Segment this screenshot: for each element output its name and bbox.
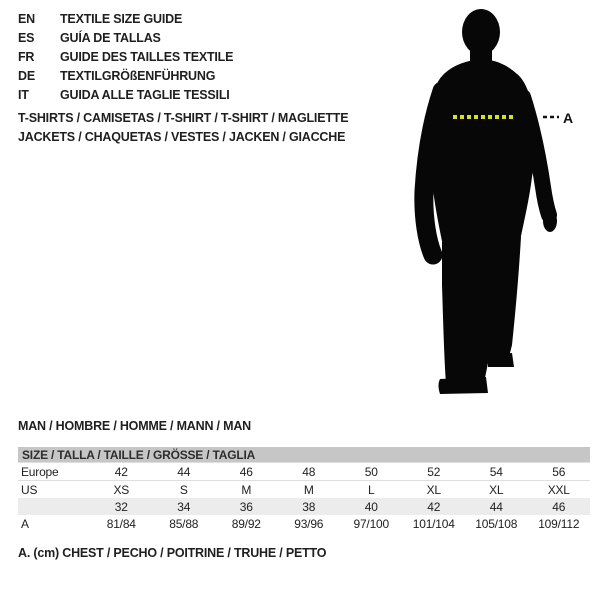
cell: XXL [528,481,591,499]
cell: 32 [90,498,153,515]
cell: 89/92 [231,516,261,531]
silhouette-front-foot [439,377,489,394]
language-title: GUIDE DES TAILLES TEXTILE [60,50,234,64]
cell: XL [465,481,528,499]
language-title: TEXTILGRÖßENFÜHRUNG [60,69,216,83]
cell: M [278,481,341,499]
language-row-en [18,10,233,29]
cell: 50 [340,463,403,481]
language-code: ES [18,31,35,45]
cell: 52 [403,463,466,481]
language-title: TEXTILE SIZE GUIDE [60,12,183,26]
cell: 48 [278,463,341,481]
language-code: DE [18,69,35,83]
category-titles [18,109,348,147]
silhouette-back-foot [488,353,514,367]
language-title: GUIDA ALLE TAGLIE TESSILI [60,88,230,102]
man-silhouette [400,5,585,405]
row-label: US [18,481,90,499]
size-table-header-row [18,447,590,463]
cell: M [215,481,278,499]
cell: L [340,481,403,499]
row-label: A [21,516,29,531]
cell: 46 [215,463,278,481]
cell: XL [403,481,466,499]
cell: 36 [215,498,278,515]
cell: 42 [90,463,153,481]
cell: 38 [278,498,341,515]
cell: S [153,481,216,499]
language-code: EN [18,12,35,26]
table-row-us [18,481,590,499]
cell: 54 [465,463,528,481]
language-row-it [18,86,233,105]
table-row-europe [18,463,590,481]
row-label: Europe [18,463,90,481]
cell: 85/88 [169,516,199,531]
size-table [18,447,590,532]
cell: 101/104 [412,516,455,531]
language-title: GUÍA DE TALLAS [60,31,161,45]
cell: 42 [403,498,466,515]
section-title-man: MAN / HOMBRE / HOMME / MANN / MAN [18,419,251,433]
cell: 34 [153,498,216,515]
category-line-jackets: JACKETS / CHAQUETAS / VESTES / JACKEN / GIACCHE [18,130,346,144]
table-row-chest [18,515,590,532]
row-label [18,498,90,515]
language-code: IT [18,88,29,102]
language-code: FR [18,50,35,64]
cell: 40 [340,498,403,515]
language-row-fr [18,48,233,67]
measurement-footnote: A. (cm) CHEST / PECHO / POITRINE / TRUHE / PETTO [18,546,327,560]
cell: 56 [528,463,591,481]
category-line-tshirts: T-SHIRTS / CAMISETAS / T-SHIRT / T-SHIRT / MAGLIETTE [18,111,349,125]
language-row-de [18,67,233,86]
table-row-uk [18,498,590,515]
language-row-es [18,29,233,48]
man-figure [400,5,585,405]
cell: 44 [153,463,216,481]
language-list [18,10,233,105]
cell: 105/108 [475,516,518,531]
cell: 93/96 [294,516,324,531]
cell: 46 [528,498,591,515]
cell: 81/84 [106,516,136,531]
cell: 97/100 [353,516,389,531]
cell: XS [90,481,153,499]
silhouette-hand [543,210,557,232]
cell: 109/112 [538,516,580,531]
cell: 44 [465,498,528,515]
size-table-header: SIZE / TALLA / TAILLE / GRÖSSE / TAGLIA [18,447,590,463]
measure-label-a: A [563,110,574,126]
